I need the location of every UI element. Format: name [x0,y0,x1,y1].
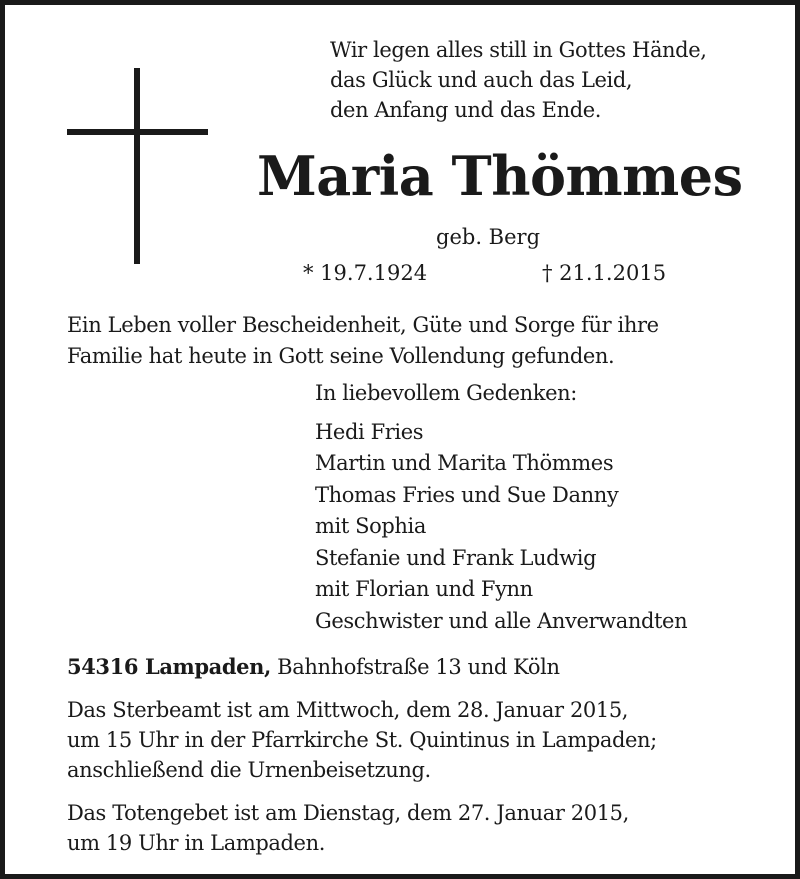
mourner-name: Geschwister und alle Anverwandten [315,608,688,633]
funeral-service-info [67,695,657,785]
eulogy-text [67,310,659,372]
mourner-name: Stefanie und Frank Ludwig [315,545,597,570]
maiden-name: geb. Berg [436,225,541,249]
cross-horizontal-bar [67,129,208,135]
motto-line: das Glück und auch das Leid, [330,68,633,92]
address-street: Bahnhofstraße 13 und Köln [277,655,560,679]
service-line: Das Sterbeamt ist am Mittwoch, dem 28. Januar 2015, [67,698,629,722]
eulogy-line: Ein Leben voller Bescheidenheit, Güte und Sorge für ihre [67,313,659,337]
death-date: † 21.1.2015 [542,261,667,285]
mourner-name: Hedi Fries [315,419,424,444]
eulogy-line: Familie hat heute in Gott seine Vollendung gefunden. [67,344,615,368]
service-line: um 15 Uhr in der Pfarrkirche St. Quintinus in Lampaden; [67,728,657,752]
mourners-list [315,378,687,637]
motto-line: Wir legen alles still in Gottes Hände, [330,38,707,62]
mourners-intro: In liebevollem Gedenken: [315,381,577,405]
prayer-line: Das Totengebet ist am Dienstag, dem 27. Januar 2015, [67,801,629,825]
mourner-name: Martin und Marita Thömmes [315,451,614,475]
service-line: anschließend die Urnenbeisetzung. [67,758,431,782]
cross-vertical-bar [134,68,140,264]
birth-date: * 19.7.1924 [303,261,428,285]
family-address [67,653,560,681]
mourner-name: mit Sophia [315,514,426,538]
motto-verse [330,35,707,125]
motto-line: den Anfang und das Ende. [330,98,602,122]
mourner-name: mit Florian und Fynn [315,577,533,601]
deceased-name: Maria Thömmes [257,144,743,208]
mourner-name: Thomas Fries und Sue Danny [315,482,619,507]
prayer-service-info [67,798,629,858]
prayer-line: um 19 Uhr in Lampaden. [67,831,325,855]
address-city: 54316 Lampaden, [67,654,271,679]
